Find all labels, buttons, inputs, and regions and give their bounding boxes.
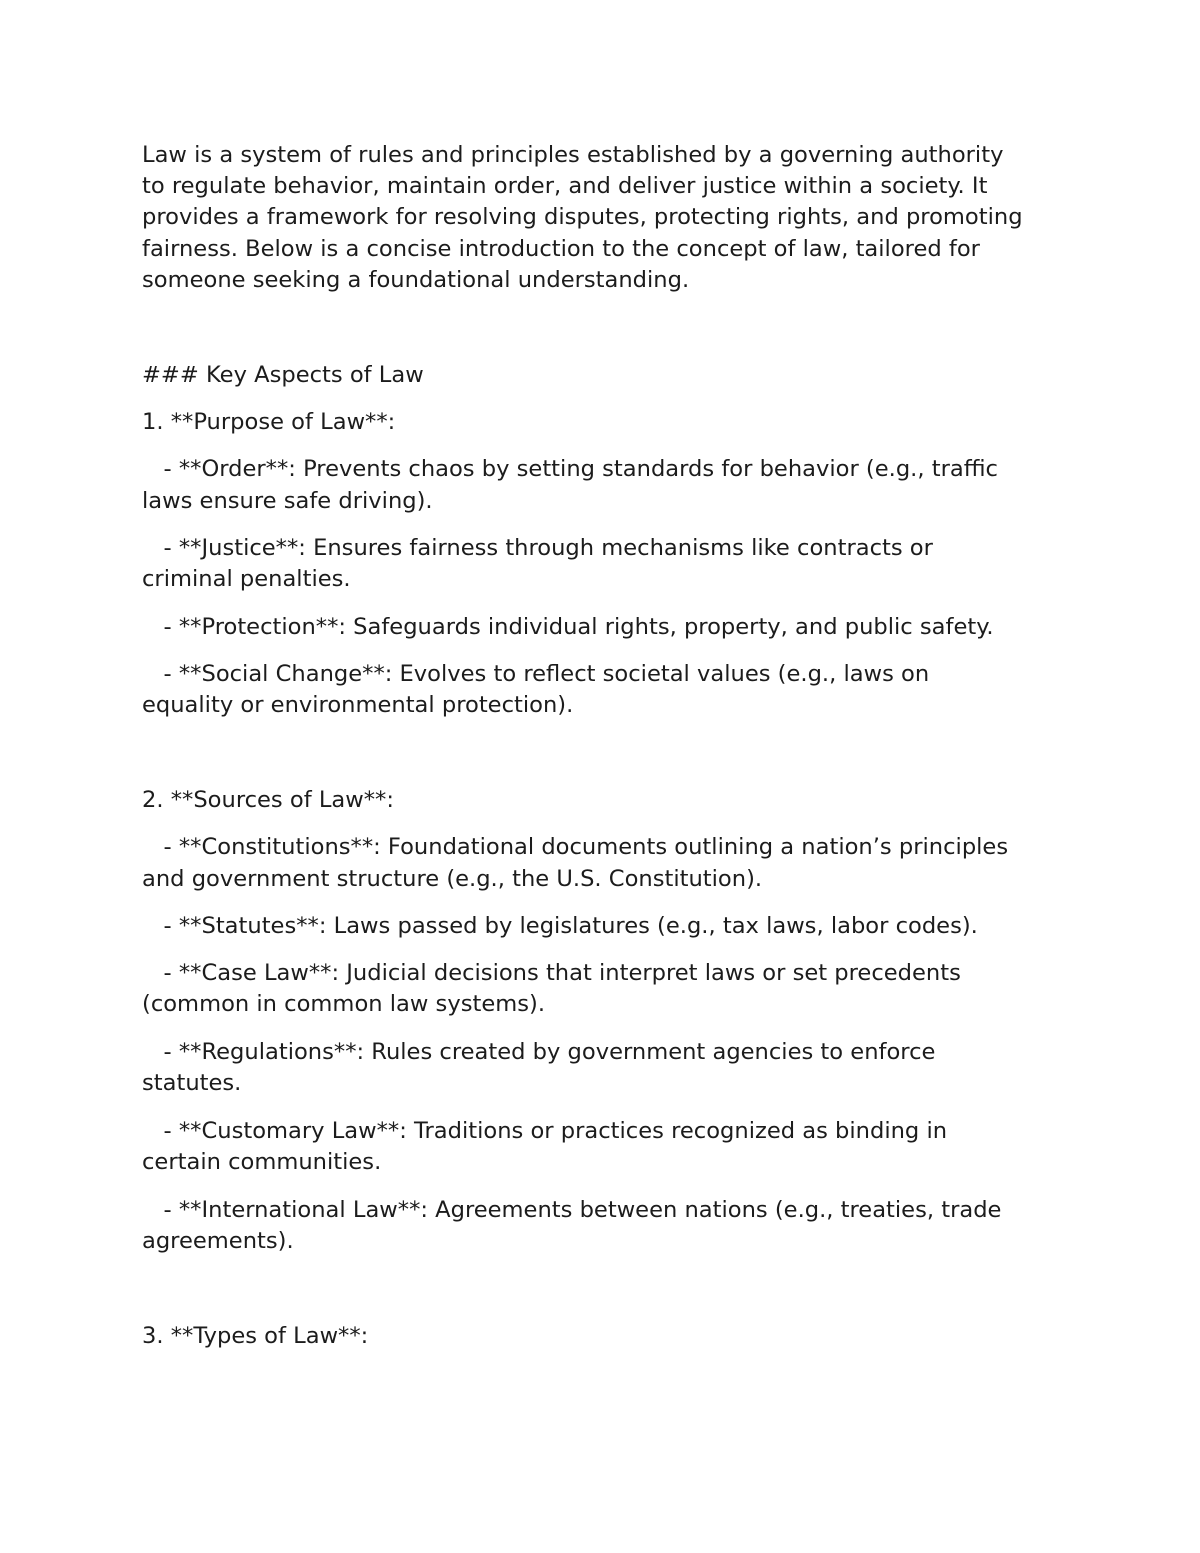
section-title-sources: 2. **Sources of Law**:	[142, 787, 394, 813]
list-item-international-law-continuation: agreements).	[142, 1228, 294, 1254]
list-item-regulations: - **Regulations**: Rules created by government agencies to enforce	[142, 1039, 936, 1065]
list-item-customary-law-continuation: certain communities.	[142, 1149, 382, 1175]
section-title-types: 3. **Types of Law**:	[142, 1323, 369, 1349]
intro-line: to regulate behavior, maintain order, and deliver justice within a society. It	[142, 173, 988, 199]
intro-line: Law is a system of rules and principles established by a governing authority	[142, 142, 1004, 168]
list-item-case-law: - **Case Law**: Judicial decisions that interpret laws or set precedents	[142, 960, 961, 986]
section-heading: ### Key Aspects of Law	[142, 362, 424, 388]
list-item-justice-continuation: criminal penalties.	[142, 566, 351, 592]
list-item-social-change: - **Social Change**: Evolves to reflect societal values (e.g., laws on	[142, 661, 930, 687]
list-item-protection: - **Protection**: Safeguards individual rights, property, and public safety.	[142, 614, 994, 640]
list-item-statutes: - **Statutes**: Laws passed by legislatures (e.g., tax laws, labor codes).	[142, 913, 978, 939]
list-item-justice: - **Justice**: Ensures fairness through mechanisms like contracts or	[142, 535, 933, 561]
intro-line: fairness. Below is a concise introduction to the concept of law, tailored for	[142, 236, 980, 262]
intro-line: someone seeking a foundational understanding.	[142, 267, 690, 293]
list-item-order-continuation: laws ensure safe driving).	[142, 488, 433, 514]
section-title-purpose: 1. **Purpose of Law**:	[142, 409, 396, 435]
list-item-customary-law: - **Customary Law**: Traditions or practices recognized as binding in	[142, 1118, 948, 1144]
list-item-social-change-continuation: equality or environmental protection).	[142, 692, 574, 718]
list-item-regulations-continuation: statutes.	[142, 1070, 242, 1096]
list-item-order: - **Order**: Prevents chaos by setting standards for behavior (e.g., traffic	[142, 456, 998, 482]
list-item-international-law: - **International Law**: Agreements between nations (e.g., treaties, trade	[142, 1197, 1002, 1223]
list-item-constitutions: - **Constitutions**: Foundational documents outlining a nation’s principles	[142, 834, 1009, 860]
list-item-case-law-continuation: (common in common law systems).	[142, 991, 546, 1017]
list-item-constitutions-continuation: and government structure (e.g., the U.S. Constitution).	[142, 866, 763, 892]
intro-line: provides a framework for resolving disputes, protecting rights, and promoting	[142, 204, 1023, 230]
